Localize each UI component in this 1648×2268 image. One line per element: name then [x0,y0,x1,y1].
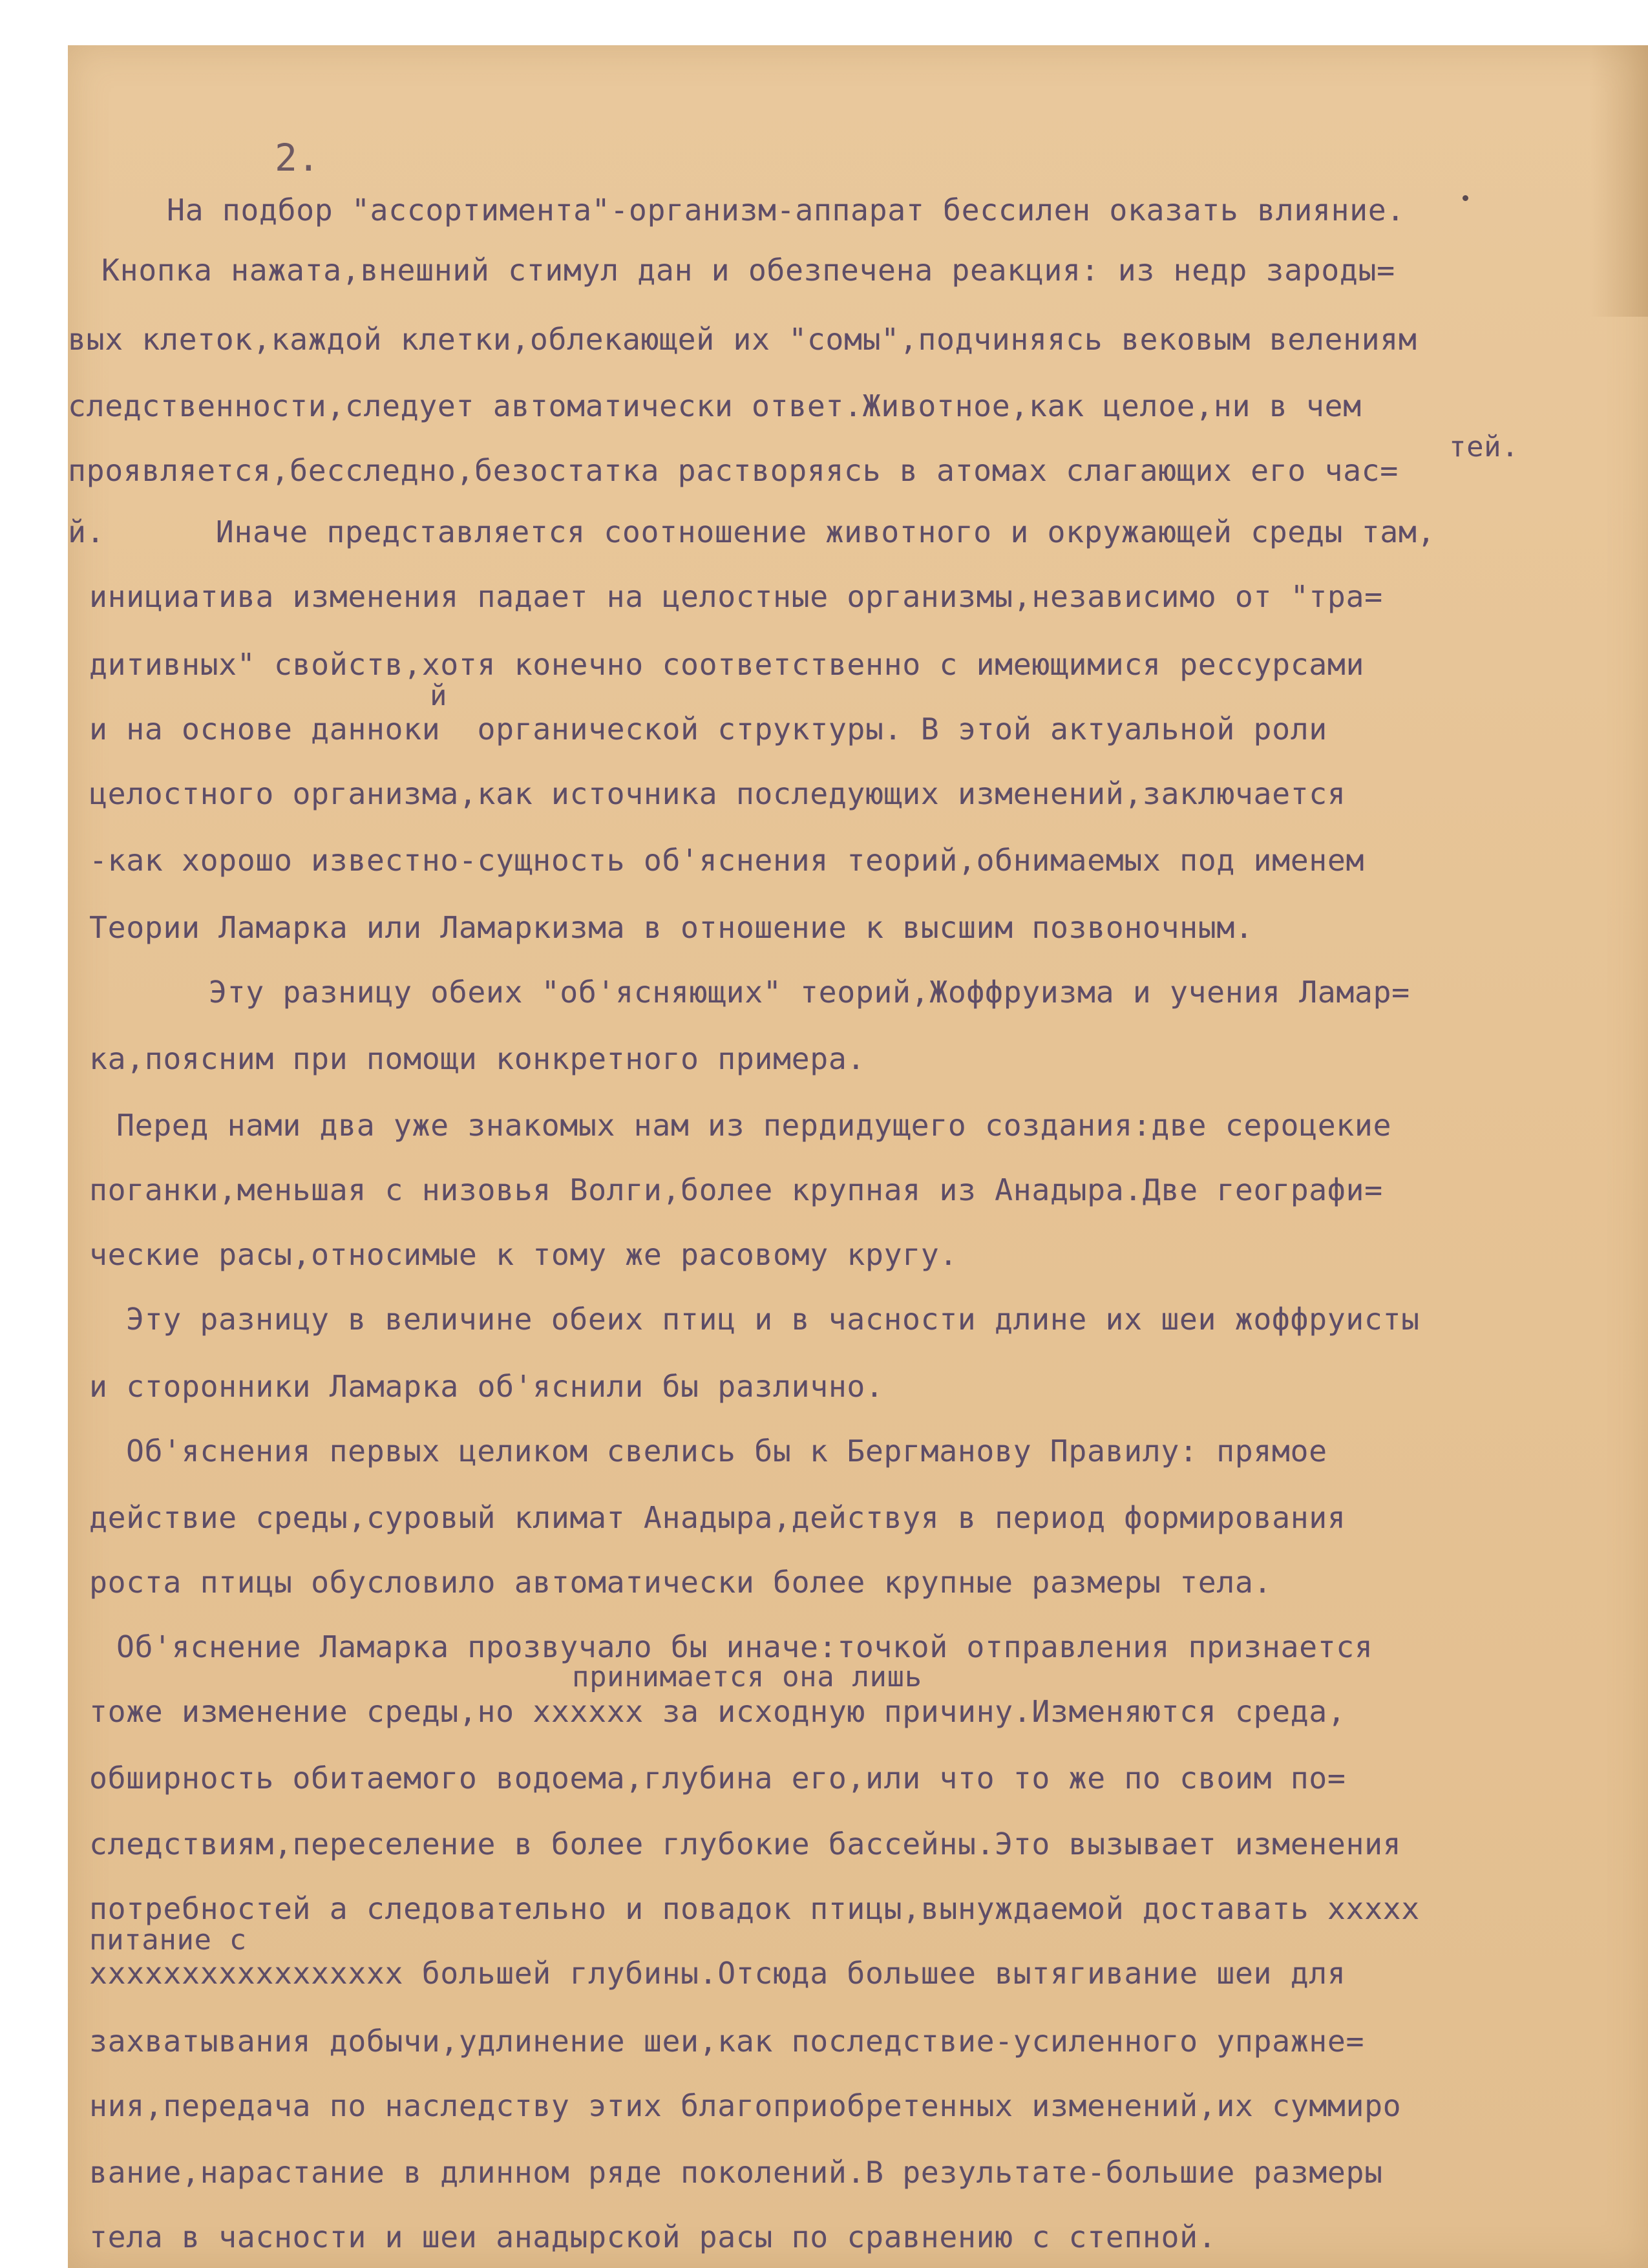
text-line: -как хорошо известно-сущность об'яснения теорий,обнимаемых под именем [89,843,1365,878]
text-line: ческие расы,относимые к тому же расовому кругу. [89,1237,958,1272]
typewritten-page [68,45,1648,2268]
text-line: вание,нарастание в длинном ряде поколений.В результате-большие размеры [89,2155,1383,2190]
text-line: Перед нами два уже знакомых нам из пердидущего создания:две сероцекие [116,1108,1392,1143]
text-line: питание с [89,1924,247,1956]
text-line: следственности,следует автоматически ответ.Животное,как целое,ни в чем [68,388,1362,423]
text-line: й [430,679,448,712]
text-line: ка,поясним при помощи конкретного примера. [89,1041,866,1076]
text-line: Эту разницу в величине обеих птиц и в часности длине их шеи жоффруисты [126,1302,1420,1337]
text-line: тей. [1449,430,1519,463]
text-line: принимается она лишь [572,1660,922,1693]
text-line: поганки,меньшая с низовья Волги,более крупная из Анадыра.Две географи= [89,1172,1383,1207]
text-line: й. Иначе представляется соотношение животного и окружающей среды там, [68,514,1436,549]
text-line: обширность обитаемого водоема,глубина его,или что то же по своим по= [89,1761,1346,1796]
text-line: Об'яснения первых целиком свелись бы к Бергманову Правилу: прямое [126,1434,1327,1468]
page-number: 2. [275,136,320,180]
text-line: следствиям,переселение в более глубокие бассейны.Это вызывает изменения [89,1827,1402,1861]
text-line: роста птицы обусловило автоматически более крупные размеры тела. [89,1565,1273,1600]
text-line: дитивных" свойств,хотя конечно соответственно с имеющимися рессурсами [89,647,1365,682]
text-line: проявляется,бесследно,безостатка растворяясь в атомах слагающих его час= [68,453,1399,488]
text-line: На подбор "ассортимента"-организм-аппарат бессилен оказать влияние. [167,193,1405,228]
text-line: действие среды,суровый климат Анадыра,действуя в период формирования [89,1500,1346,1535]
text-line: потребностей а следовательно и повадок птицы,вынуждаемой доставать xxxxx [89,1891,1420,1926]
ink-dot [1463,195,1468,201]
text-line: тела в часности и шеи анадырской расы по сравнению с степной. [89,2220,1217,2254]
text-line: и сторонники Ламарка об'яснили бы различно. [89,1369,884,1404]
text-line: захватывания добычи,удлинение шеи,как последствие-усиленного упражне= [89,2024,1365,2059]
text-line: и на основе данноки органической структуры. В этой актуальной роли [89,712,1327,747]
text-line: инициатива изменения падает на целостные организмы,независимо от "тра= [89,579,1383,614]
text-line: Об'яснение Ламарка прозвучало бы иначе:точкой отправления признается [116,1629,1373,1664]
text-line: xxxxxxxxxxxxxxxxx большей глубины.Отсюда большее вытягивание шеи для [89,1956,1346,1991]
text-line: вых клеток,каждой клетки,облекающей их "сомы",подчиняясь вековым велениям [68,322,1417,357]
text-line: Теории Ламарка или Ламаркизма в отношение к высшим позвоночным. [89,910,1254,945]
text-line: целостного организма,как источника последующих изменений,заключается [89,776,1346,811]
text-line: Эту разницу обеих "об'ясняющих" теорий,Жоффруизма и учения Ламар= [209,975,1410,1010]
text-line: ния,передача по наследству этих благоприобретенных изменений,их суммиро [89,2088,1402,2123]
text-line: тоже изменение среды,но xxxxxx за исходную причину.Изменяются среда, [89,1694,1346,1729]
text-line: Кнопка нажата,внешний стимул дан и обезпечена реакция: из недр зароды= [101,253,1395,288]
